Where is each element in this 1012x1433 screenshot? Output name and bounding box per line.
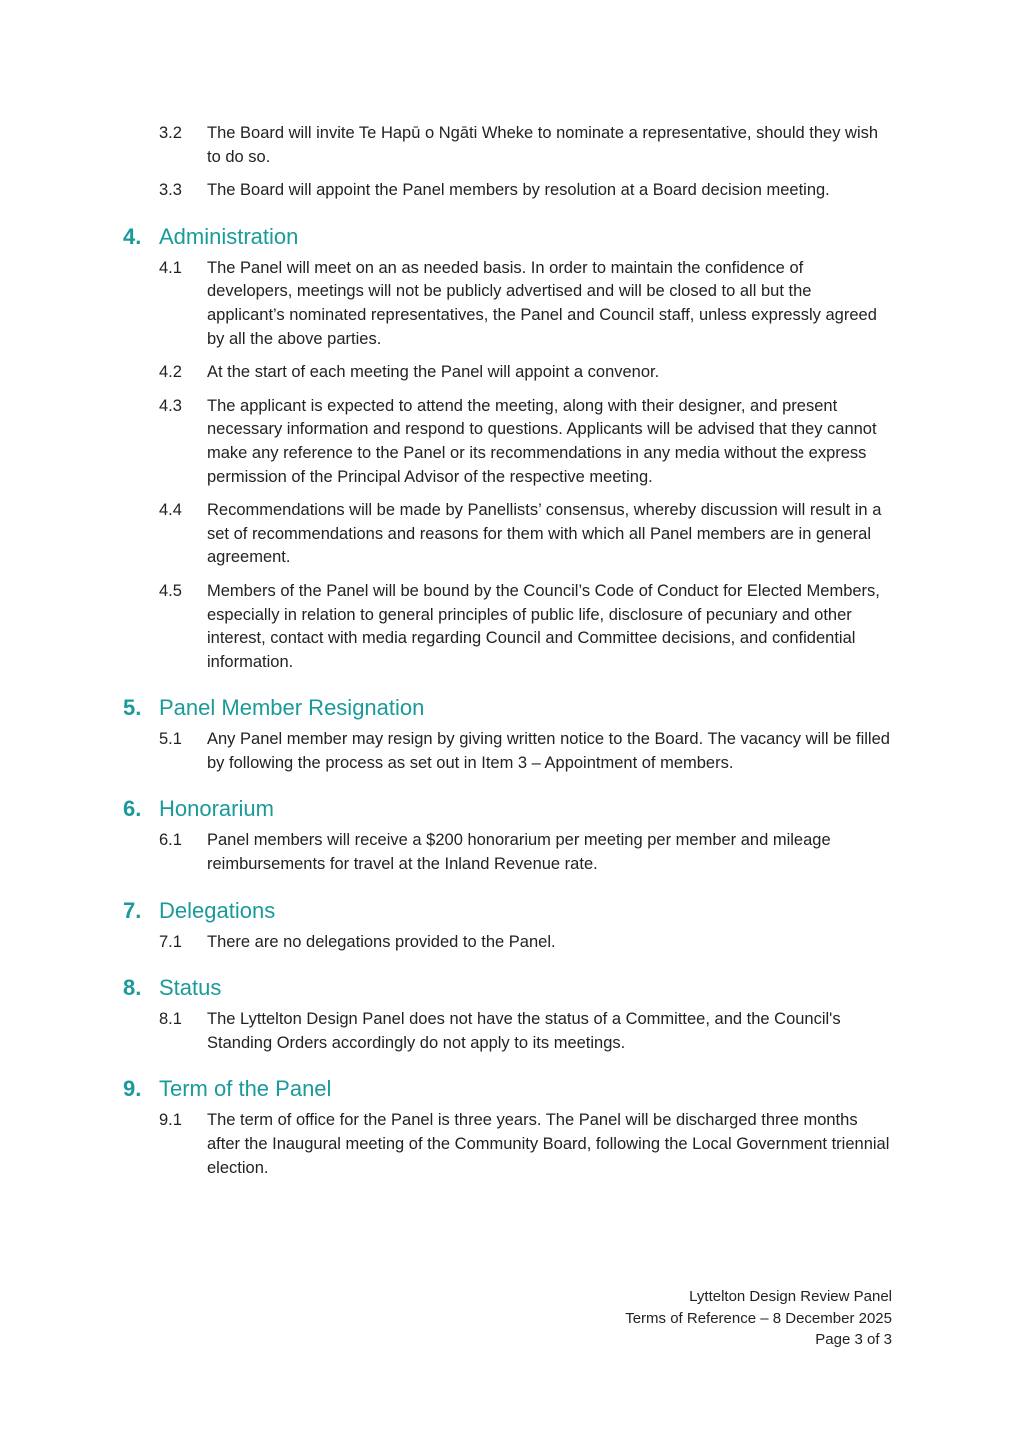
section-number: 7.	[123, 897, 142, 923]
page-footer	[625, 1286, 892, 1351]
clause-text: Panel members will receive a $200 honorarium per meeting per member and mileage reimbursements for travel at the Inland Revenue rate.	[207, 831, 831, 874]
clause-number: 7.1	[159, 932, 182, 951]
clause-3-2	[159, 122, 893, 169]
clause-text: The term of office for the Panel is three years. The Panel will be discharged three months after the Inaugural meeting of the Community Board, following the Local Government triennial election.	[207, 1111, 890, 1177]
clause-4-2	[159, 361, 893, 385]
clause-number: 6.1	[159, 831, 182, 850]
clause-4-3	[159, 395, 893, 489]
section-title: Honorarium	[159, 796, 274, 822]
clause-text: Any Panel member may resign by giving written notice to the Board. The vacancy will be filled by following the process as set out in Item 3 – Appointment of members.	[207, 730, 890, 772]
clause-text: The Board will invite Te Hapū o Ngāti Wheke to nominate a representative, should they wish to do so.	[207, 124, 879, 166]
section-title: Status	[159, 975, 222, 1001]
clause-number: 3.2	[159, 124, 182, 142]
clause-5-1	[159, 728, 893, 775]
document-body	[123, 122, 893, 1190]
clause-number: 3.3	[159, 181, 182, 200]
clause-8-1	[159, 1008, 893, 1055]
section-heading-status	[123, 974, 893, 1002]
clause-3-3	[159, 179, 893, 203]
clause-number: 4.2	[159, 363, 182, 382]
footer-document-date: Terms of Reference – 8 December 2025	[625, 1309, 892, 1327]
section-heading-administration	[123, 223, 893, 251]
section-title: Administration	[159, 223, 299, 249]
clause-text: The Lyttelton Design Panel does not have the status of a Committee, and the Council's Standing Orders accordingly do not apply to its meetings.	[207, 1010, 841, 1052]
clause-text: Members of the Panel will be bound by the Council’s Code of Conduct for Elected Members, especially in relation to general principles of public life, disclosure of pecuniary and other interest, contact with media regarding Council and Committee decisions, and confidential information.	[207, 581, 880, 671]
clause-6-1	[159, 829, 893, 876]
section-title: Delegations	[159, 897, 276, 923]
section-number: 6.	[123, 796, 142, 822]
clause-4-1	[159, 257, 893, 351]
section-title: Panel Member Resignation	[159, 695, 425, 721]
section-number: 8.	[123, 975, 142, 1001]
section-heading-panel-member-resignation	[123, 694, 893, 722]
section-number: 4.	[123, 223, 142, 249]
clause-number: 4.5	[159, 581, 182, 600]
clause-4-5	[159, 580, 893, 674]
section-heading-honorarium	[123, 795, 893, 823]
clause-number: 8.1	[159, 1010, 182, 1029]
clause-number: 4.4	[159, 501, 182, 520]
footer-document-name: Lyttelton Design Review Panel	[689, 1288, 892, 1305]
clause-number: 9.1	[159, 1111, 182, 1130]
clause-number: 4.3	[159, 396, 182, 415]
section-heading-term-of-the-panel	[123, 1075, 893, 1103]
section-heading-delegations	[123, 897, 893, 925]
clause-text: The Board will appoint the Panel members by resolution at a Board decision meeting.	[207, 181, 830, 200]
clause-text: Recommendations will be made by Panellists’ consensus, whereby discussion will result in a set of recommendations and reasons for them with which all Panel members are in general agreement.	[207, 501, 882, 567]
clause-text: The Panel will meet on an as needed basis. In order to maintain the confidence of developers, meetings will not be publicly advertised and will be closed to all but the applicant’s nominated representatives, the Panel and Council staff, unless expressly agreed by all the above parties.	[207, 258, 877, 348]
section-number: 9.	[123, 1076, 142, 1102]
clause-text: The applicant is expected to attend the meeting, along with their designer, and present necessary information and respond to questions. Applicants will be advised that they cannot make any reference to the Panel or its recommendations in any media without the express permission of the Principal Advisor of the respective meeting.	[207, 396, 877, 486]
clause-9-1	[159, 1109, 893, 1180]
section-number: 5.	[123, 695, 142, 721]
clause-7-1	[159, 931, 893, 955]
clause-text: There are no delegations provided to the Panel.	[207, 932, 556, 951]
clause-4-4	[159, 499, 893, 570]
section-title: Term of the Panel	[159, 1076, 332, 1102]
clause-number: 5.1	[159, 730, 182, 749]
clause-number: 4.1	[159, 258, 182, 277]
footer-page-number: Page 3 of 3	[815, 1331, 892, 1348]
clause-text: At the start of each meeting the Panel will appoint a convenor.	[207, 363, 660, 382]
